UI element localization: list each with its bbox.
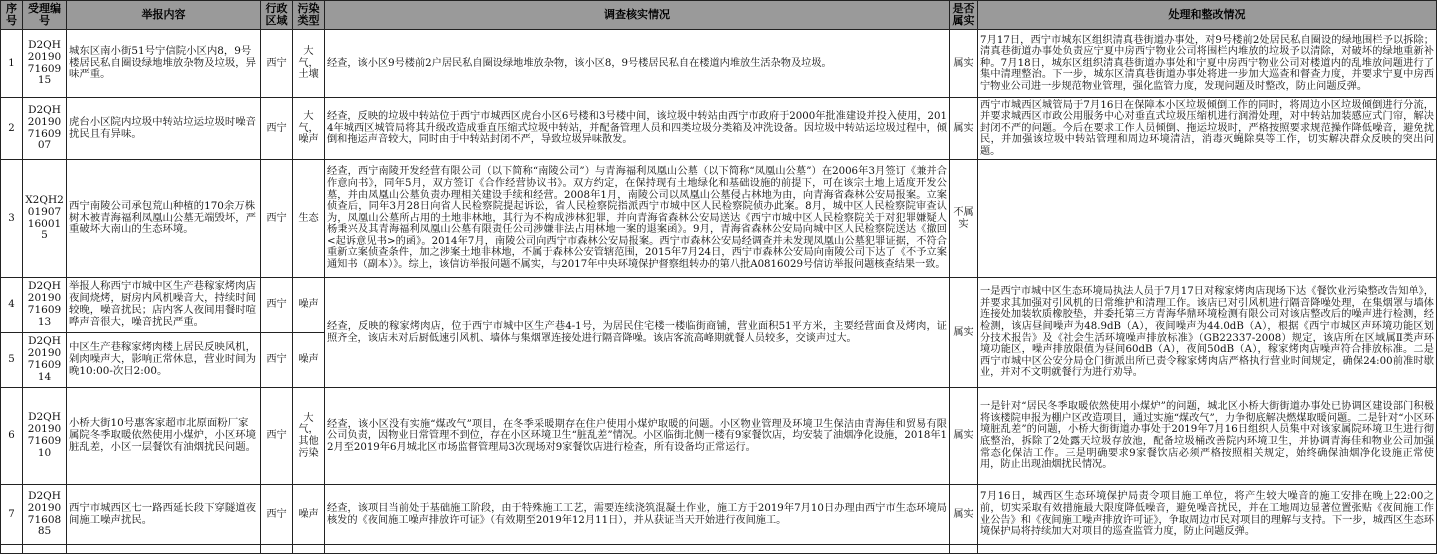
case-id: D2QH201907160915	[23, 30, 67, 98]
table-row	[1, 30, 1437, 98]
row-number: 6	[1, 388, 23, 485]
verification-text: 经查，该项目当前处于基础施工阶段，由于特殊施工工艺，需要连续浇筑混凝土作业，施工方于2019年7月10日办理由西宁市生态环境局核发的《夜间施工噪声排放许可证》（有效期至2019年12月11日），并从获证当天开始进行夜间施工。	[325, 485, 950, 545]
header-confirmed: 是否属实	[950, 1, 978, 30]
rectification-text: 7月16日，城西区生态环境保护局责令项目施工单位，将产生较大噪音的施工安排在晚上22:00之前，切实采取有效措施最大限度降低噪音，避免噪音扰民，并在工地周边显著位置张贴《夜间施工作业公告》和《夜间施工噪声排放许可证》，争取周边市民对项目的理解与支持。下一步，城西区生态环境保护局将持续加大对项目的巡查监管力度，防止问题反弹。	[978, 485, 1437, 545]
district: 西宁	[261, 30, 293, 98]
pollution-type: 大气，其他污染	[293, 388, 325, 485]
rectification-text: 7月17日，西宁市城东区组织清真巷街道办事处，对9号楼前2处居民私自圈设的绿地围栏予以拆除；清真巷街道办事处负责应宁夏中房西宁物业公司将围栏内堆放的垃圾予以清除，对破坏的绿地重新补种。7月18日，城东区组织清真巷街道办事处和宁夏中房西宁物业公司对楼道内的乱堆放问题进行了集中清理整治。下一步，城东区清真巷街道办事处将进一步加大巡查和督查力度，并要求宁夏中房西宁物业公司进一步规范物业管理，强化监管力度，发现问题及时整改，防止问题反弹。	[978, 30, 1437, 98]
verification-text: 经查，反映的稼家烤肉店，位于西宁市城中区生产巷4-1号，为居民住宅楼一楼临街商铺，营业面积51平方米，主要经营面食及烤肉，证照齐全，该店未对后厨低速引风机、墙体与集烟罩连接处进行隔音降噪。该店客流高峰期就餐人员较多，交谈声过大。	[325, 278, 950, 388]
table-row	[1, 98, 1437, 160]
table-row	[1, 160, 1437, 278]
table-row-partial	[1, 545, 1437, 554]
confirmed-status: 属实	[950, 485, 978, 545]
confirmed-status: 属实	[950, 30, 978, 98]
report-content: 虎台小区院内垃圾中转站垃运垃圾时噪音扰民且有异味。	[67, 98, 261, 160]
header-district: 行政区域	[261, 1, 293, 30]
row-number: 2	[1, 98, 23, 160]
row-number: 7	[1, 485, 23, 545]
case-id: D2QH201907160885	[23, 485, 67, 545]
row-number: 4	[1, 278, 23, 333]
case-id: D2QH201907160914	[23, 333, 67, 388]
case-id: D2QH201907160913	[23, 278, 67, 333]
verification-text: 经查，该小区没有实施“煤改气”项目，在冬季采暖期存在住户使用小煤炉取暖的问题。小区物业管理及环境卫生保洁由青海佳和贸易有限公司负责，因物业日常管理不到位，存在小区环境卫生“脏乱差”情况。小区临街北侧一楼有9家餐饮店，均安装了油烟净化设施，2018年12月至2019年6月城北区市场监督管理局3次现场对9家餐饮店进行检查，所有设备均正常运行。	[325, 388, 950, 485]
case-id: D2QH201907160910	[23, 388, 67, 485]
header-check: 调查核实情况	[325, 1, 950, 30]
header-report: 举报内容	[67, 1, 261, 30]
header-id: 受理编号	[23, 1, 67, 30]
district: 西宁	[261, 333, 293, 388]
district: 西宁	[261, 278, 293, 333]
header-pollution: 污染类型	[293, 1, 325, 30]
confirmed-status: 属实	[950, 278, 978, 388]
verification-text: 经查，反映的垃圾中转站位于西宁市城西区虎台小区6号楼和3号楼中间，该垃圾中转站由西宁市政府于2000年批准建设并投入使用，2014年城西区城管局将其升级改造成垂直压缩式垃圾中转站，并配备管理人员和四类垃圾分类箱及冲洗设备。因垃圾中转站运垃圾过程中，倾倒和拖运声音较大，同时由于中转站封闭不严，导致垃圾异味散发。	[325, 98, 950, 160]
report-content: 西宁南陵公司承包荒山种植的170余万株树木被青海福利凤凰山公墓无端毁坏，严重破坏大南山的生态环境。	[67, 160, 261, 278]
row-number: 3	[1, 160, 23, 278]
report-content: 小桥大街10号惠客家超市北原面粉厂家属院冬季取暖依然使用小煤炉，小区环境脏乱差，小区一层餐饮有油烟扰民问题。	[67, 388, 261, 485]
row-number: 1	[1, 30, 23, 98]
case-id: D2QH201907160907	[23, 98, 67, 160]
pollution-type: 生态	[293, 160, 325, 278]
district: 西宁	[261, 98, 293, 160]
table-row	[1, 278, 1437, 333]
verification-text: 经查，该小区9号楼前2户居民私自圈设绿地堆放杂物，该小区8，9号楼居民私自在楼道内堆放生活杂物及垃圾。	[325, 30, 950, 98]
district: 西宁	[261, 160, 293, 278]
table-row	[1, 388, 1437, 485]
report-content: 举报人称西宁市城中区生产巷稼家烤肉店夜间烧烤，厨房内风机噪音大，持续时间较晚，噪音扰民；店内客人夜间用餐时喧哗声音很大，噪音扰民严重。	[67, 278, 261, 333]
rectification-text: 一是西宁市城中区生态环境局执法人员于7月17日对稼家烤肉店现场下达《餐饮业污染整改告知单》，并要求其加强对引风机的日常维护和清理工作。该店已对引风机进行隔音降噪处理，在集烟罩与墙体连接处加装软质橡胶垫，并委托第三方青海华鼎环境检测有限公司对该店整改后的噪声进行检测，经检测，该店昼间噪声为48.9dB（A），夜间噪声为44.0dB（A），根据《西宁市城区声环境功能区划分技术报告》及《社会生活环境噪声排放标准》（GB22337-2008）规定，该店所在区域属Ⅱ类声环境功能区，噪声排放限值为昼间60dB（A），夜间50dB（A），稼家烤肉店噪声符合排放标准。二是西宁市城中区公安分局仓门街派出所已责令稼家烤肉店严格执行营业时间规定，确保24:00前准时歇业，并对不文明就餐行为进行劝导。	[978, 278, 1437, 388]
district: 西宁	[261, 485, 293, 545]
header-action: 处理和整改情况	[978, 1, 1437, 30]
header-row	[1, 1, 1437, 30]
confirmed-status: 不属实	[950, 160, 978, 278]
report-content: 西宁市城西区七一路西延长段下穿隧道夜间施工噪声扰民。	[67, 485, 261, 545]
confirmed-status: 属实	[950, 98, 978, 160]
pollution-type: 大气，噪声	[293, 98, 325, 160]
header-num: 序号	[1, 1, 23, 30]
rectification-text: 一是针对“居民冬季取暖依然使用小煤炉”的问题，城北区小桥大街街道办事处已协调区建设部门积极将该楼院申报为棚户区改造项目，通过实施“煤改气”，力争彻底解决燃煤取暖问题。二是针对“小区环境脏乱差”的问题，小桥大街街道办事处于2019年7月16日组织人员集中对该家属院环境卫生进行彻底整治，拆除了2处露天垃圾存放池，配备垃圾桶改善院内环境卫生，并协调青海佳和物业公司加强常态化保洁工作。三是明确要求9家餐饮店必须严格按照相关规定，始终确保油烟净化设施正常使用，防止出现油烟扰民情况。	[978, 388, 1437, 485]
row-number: 5	[1, 333, 23, 388]
pollution-type: 大气，土壤	[293, 30, 325, 98]
report-content: 城东区南小街51号宁信院小区内8，9号楼居民私自圈设绿地堆放杂物及垃圾，异味严重。	[67, 30, 261, 98]
verification-text: 经查，西宁南陵开发经营有限公司（以下简称“南陵公司”）与青海福利凤凰山公墓（以下简称“凤凰山公墓”）在2006年3月签订《兼并合作意向书》，同年5月，双方签订《合作经营协议书》。双方约定，在保持现有土地绿化和基础设施的前提下，可在该宗土地上适度开发公墓，并由凤凰山公墓负责办理相关建设手续和经营。2008年1月，南陵公司以凤凰山公墓侵占林地为由，向青海省森林公安局报案。立案侦查后，同年3月28日向省人民检察院提起诉讼，省人民检察院指派西宁市城中区人民检察院侦办此案。8月，城中区人民检察院审查认为，凤凰山公墓所占用的土地非林地，其行为不构成涉林犯罪，并向青海省森林公安局送达《西宁市城中区人民检察院关于对犯罪嫌疑人杨秉兴及其青海福利凤凰山公墓有限责任公司涉嫌非法占用林地一案的退案函》。9月，青海省森林公安局向城中区人民检察院送达《撤回<起诉意见书>的函》。2014年7月，南陵公司向西宁市森林公安局报案。西宁市森林公安局经调查并未发现凤凰山公墓犯罪证据，不符合重新立案侦查条件，加之涉案土地非林地，不属于森林公安管辖范围，2015年7月24日，西宁市森林公安局向南陵公司下达了《不予立案通知书（副本）》。综上，该信访举报问题不属实，与2017年中央环境保护督察组转办的第八批A0816029号信访举报问题核查结果一致。	[325, 160, 950, 278]
confirmed-status: 属实	[950, 388, 978, 485]
rectification-text	[978, 160, 1437, 278]
pollution-type: 噪声	[293, 485, 325, 545]
pollution-type: 噪声	[293, 278, 325, 333]
district: 西宁	[261, 388, 293, 485]
case-id: X2QH201907160015	[23, 160, 67, 278]
report-content: 中区生产巷稼家烤肉楼上居民反映风机，剁肉噪声大，影响正常休息，营业时间为晚10:00-次日2:00。	[67, 333, 261, 388]
pollution-type: 噪声	[293, 333, 325, 388]
rectification-text: 西宁市城西区城管局于7月16日在保障本小区垃圾倾倒工作的同时，将周边小区垃圾倾倒进行分流，并要求城西区市政公用服务中心对垂直式垃圾压缩机进行润滑处理，对中转站加装感应式门帘，解决封闭不严的问题。今后在要求工作人员倾倒、拖运垃圾时，严格按照要求规范操作降低噪音，避免扰民，并加强该垃圾中转站管理和周边环境清洁，消毒灭蝇除臭等工作，切实解决群众反映的突出问题。	[978, 98, 1437, 160]
table-row	[1, 485, 1437, 545]
